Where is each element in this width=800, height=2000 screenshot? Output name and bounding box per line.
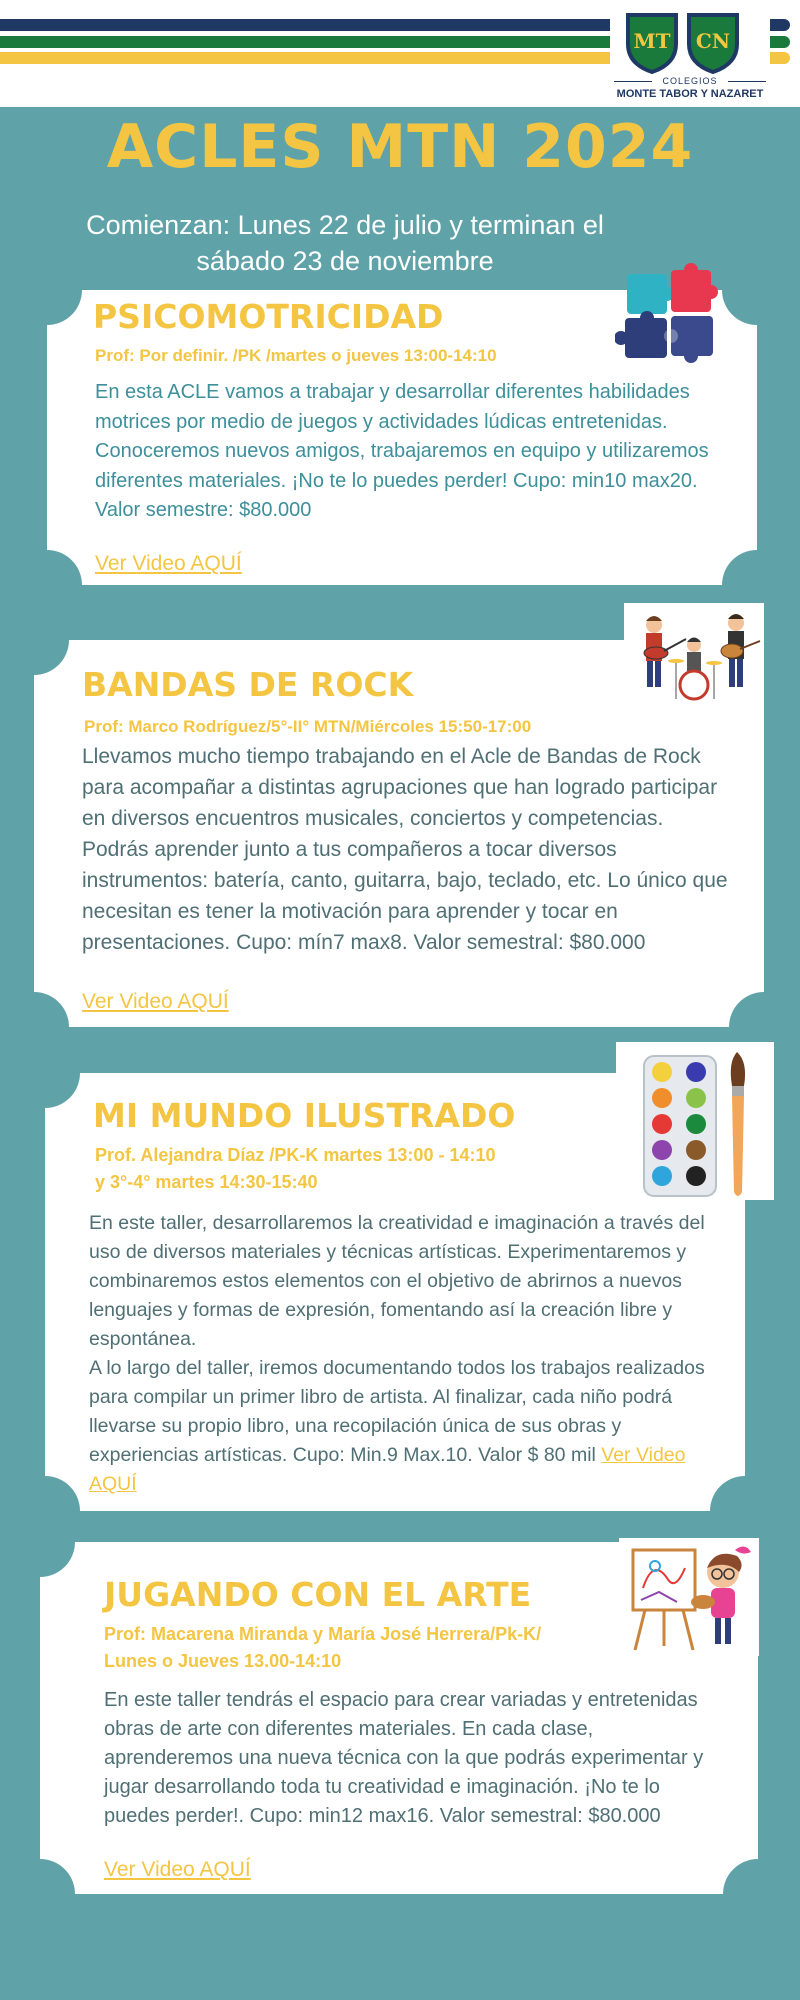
card-title: PSICOMOTRICIDAD <box>93 297 444 336</box>
card-professor: Prof: Por definir. /PK /martes o jueves 13:00-14:10 <box>95 346 497 365</box>
video-link[interactable]: Ver Video AQUÍ <box>104 1858 251 1881</box>
card-professor: Prof: Marco Rodríguez/5°-II° MTN/Miércoles 15:50-17:00 <box>84 717 532 736</box>
video-link[interactable]: Ver Video AQUÍ <box>89 1444 686 1495</box>
video-link[interactable]: Ver Video AQUÍ <box>82 990 229 1013</box>
card-description: En este taller tendrás el espacio para crear variadas y entretenidas obras de arte con diferentes materiales. En cada clase, aprenderemos una nueva técnica con la que podrás experimentar y jugar desarrollando toda tu creatividad e imaginación. ¡No te lo puedes perder!. Cupo: min12 max16. Valor semestral: $80.000 <box>104 1689 704 1827</box>
card-description <box>89 1209 725 1499</box>
monte-tabor-shield-icon <box>625 12 679 74</box>
card-title: JUGANDO CON EL ARTE <box>104 1575 532 1614</box>
header <box>0 0 800 107</box>
painting-girl-illustration <box>619 1538 759 1656</box>
school-logo <box>610 8 770 103</box>
card-description-paragraph: En este taller, desarrollaremos la creatividad e imaginación a través del uso de diversos materiales y técnicas artísticas. Experimentaremos y combinaremos estos elementos con el objetivo de abrirnos a nuevos lenguajes y formas de expresión, fomentando así la creación libre y espontánea. <box>89 1212 705 1350</box>
puzzle-icon <box>615 262 725 372</box>
card-professor-line: Prof. Alejandra Díaz /PK-K martes 13:00 - 14:10 <box>95 1145 496 1165</box>
logo-school-name: MONTE TABOR Y NAZARET <box>616 88 764 100</box>
card-title: BANDAS DE ROCK <box>82 665 414 704</box>
paint-palette-illustration <box>616 1042 774 1200</box>
card-professor-line: Lunes o Jueves 13.00-14:10 <box>104 1651 342 1671</box>
logo-colegios-text: COLEGIOS <box>662 76 718 86</box>
card-description-paragraph: A lo largo del taller, iremos documentando todos los trabajos realizados para compilar un primer libro de artista. Al finalizar, cada niño podrá llevarse su propio libro, una recopilación única de sus obras y experiencias artísticas. Cupo: Min.9 Max.10. Valor $ 80 mil Ver Video AQUÍ <box>89 1357 705 1495</box>
paint-palette-icon <box>616 1042 774 1200</box>
painting-girl-icon <box>619 1538 759 1656</box>
video-link[interactable]: Ver Video AQUÍ <box>95 552 242 575</box>
nazaret-shield-icon <box>686 12 740 74</box>
card-description: Llevamos mucho tiempo trabajando en el Acle de Bandas de Rock para acompañar a distintas agrupaciones que han logrado participar en diversos encuentros musicales, conciertos y competencias. Podrás aprender junto a tus compañeros a tocar diversos instrumentos: batería, canto, guitarra, bajo, teclado, etc. Lo único que necesitan es tener la motivación para aprender y tocar en presentaciones. Cupo: mín7 max8. Valor semestral: $80.000 <box>82 745 728 954</box>
card-professor-line: y 3°-4° martes 14:30-15:40 <box>95 1172 318 1192</box>
page-title: ACLES MTN 2024 <box>106 112 694 182</box>
rock-band-icon <box>624 603 764 708</box>
card-title: MI MUNDO ILUSTRADO <box>93 1096 516 1135</box>
svg-text:CN: CN <box>695 29 731 53</box>
card-professor <box>95 1142 655 1196</box>
rock-band-illustration <box>624 603 764 708</box>
card-professor <box>104 1621 664 1675</box>
card-description: En esta ACLE vamos a trabajar y desarrollar diferentes habilidades motrices por medio de juegos y actividades lúdicas entretenidas. Conoceremos nuevos amigos, trabajaremos en equipo y utilizaremos diferentes materiales. ¡No te lo puedes perder! Cupo: min10 max20. Valor semestre: $80.000 <box>95 381 709 521</box>
svg-text:MT: MT <box>633 29 671 53</box>
card-professor-line: Prof: Macarena Miranda y María José Herrera/Pk-K/ <box>104 1624 542 1644</box>
page-subtitle: Comienzan: Lunes 22 de julio y terminan el sábado 23 de noviembre <box>86 210 604 276</box>
